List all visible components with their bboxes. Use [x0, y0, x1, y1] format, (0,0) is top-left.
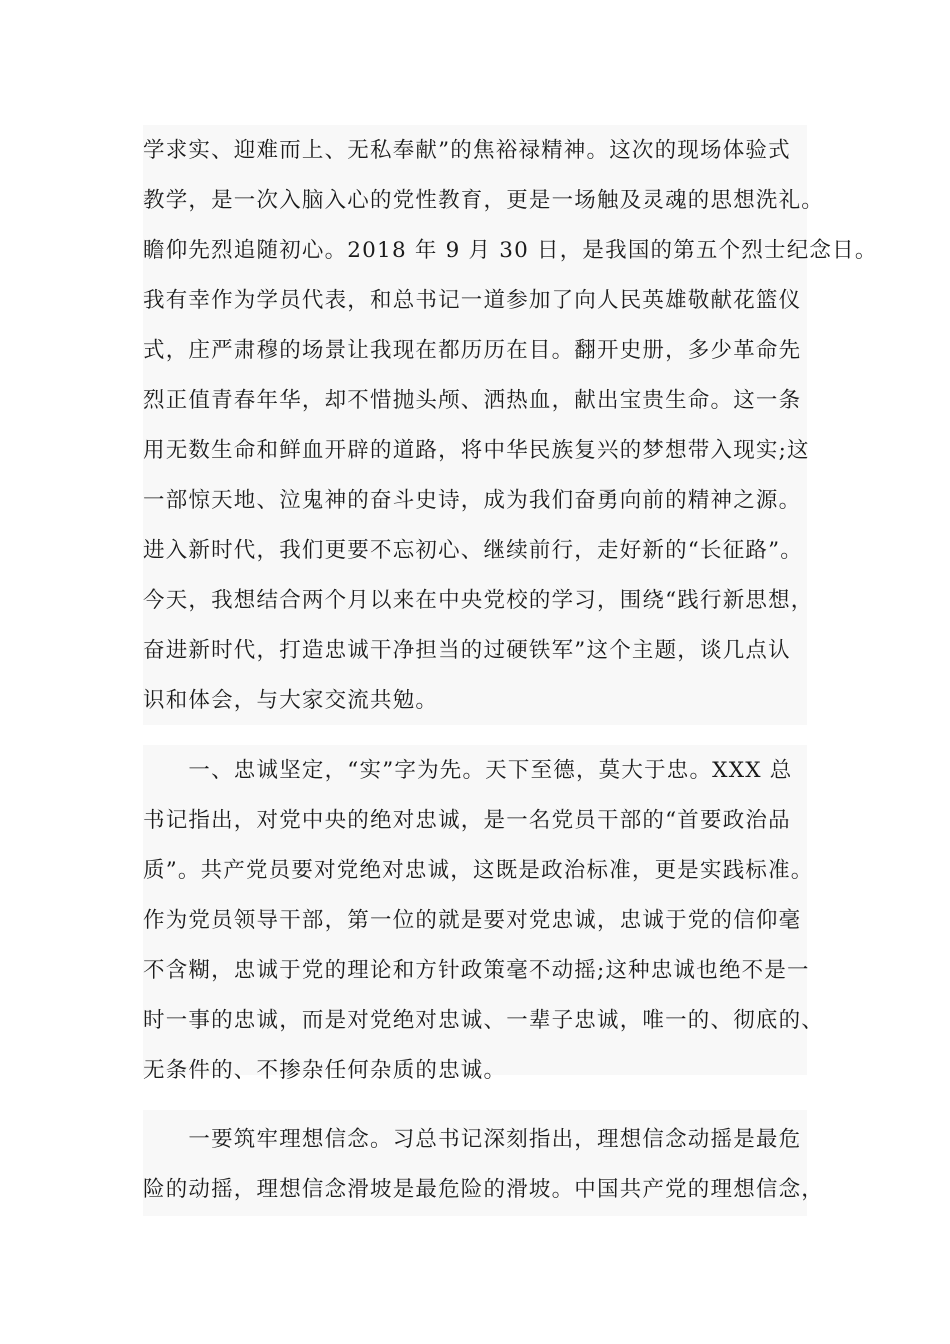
- text-line: 无条件的、不掺杂任何杂质的忠诚。: [143, 1058, 507, 1083]
- text-line: 烈正值青春年华，却不惜抛头颅、洒热血，献出宝贵生命。这一条: [143, 388, 802, 413]
- text-line: 一、忠诚坚定，“实”字为先。天下至德，莫大于忠。XXX 总: [143, 758, 793, 783]
- text-line: 质”。共产党员要对党绝对忠诚，这既是政治标准，更是实践标准。: [143, 858, 814, 883]
- text-line: 教学，是一次入脑入心的党性教育，更是一场触及灵魂的思想洗礼。: [143, 188, 825, 213]
- text-line: 学求实、迎难而上、无私奉献”的焦裕禄精神。这次的现场体验式: [143, 138, 791, 163]
- text-line: 作为党员领导干部，第一位的就是要对党忠诚，忠诚于党的信仰毫: [143, 908, 802, 933]
- paragraph-2: [143, 745, 825, 1083]
- text-line: 瞻仰先烈追随初心。2018 年 9 月 30 日，是我国的第五个烈士纪念日。: [143, 238, 878, 263]
- text-line: 书记指出，对党中央的绝对忠诚，是一名党员干部的“首要政治品: [143, 808, 791, 833]
- text-line: 我有幸作为学员代表，和总书记一道参加了向人民英雄敬献花篮仪: [143, 288, 802, 313]
- text-line: 进入新时代，我们更要不忘初心、继续前行，走好新的“长征路”。: [143, 538, 803, 563]
- text-line: 式，庄严肃穆的场景让我现在都历历在目。翻开史册，多少革命先: [143, 338, 802, 363]
- text-line: 用无数生命和鲜血开辟的道路，将中华民族复兴的梦想带入现实;这: [143, 438, 810, 463]
- text-line: 不含糊，忠诚于党的理论和方针政策毫不动摇;这种忠诚也绝不是一: [143, 958, 810, 983]
- text-line: 一要筑牢理想信念。习总书记深刻指出，理想信念动摇是最危: [143, 1127, 802, 1152]
- paragraph-3: [143, 1110, 825, 1216]
- text-line: 今天，我想结合两个月以来在中央党校的学习，围绕“践行新思想，: [143, 588, 814, 613]
- text-line: 识和体会，与大家交流共勉。: [143, 688, 439, 713]
- text-line: 奋进新时代，打造忠诚干净担当的过硬铁军”这个主题，谈几点认: [143, 638, 791, 663]
- paragraph-1: [143, 125, 878, 725]
- text-line: 一部惊天地、泣鬼神的奋斗史诗，成为我们奋勇向前的精神之源。: [143, 488, 802, 513]
- text-line: 时一事的忠诚，而是对党绝对忠诚、一辈子忠诚，唯一的、彻底的、: [143, 1008, 825, 1033]
- text-line: 险的动摇，理想信念滑坡是最危险的滑坡。中国共产党的理想信念，: [143, 1177, 825, 1202]
